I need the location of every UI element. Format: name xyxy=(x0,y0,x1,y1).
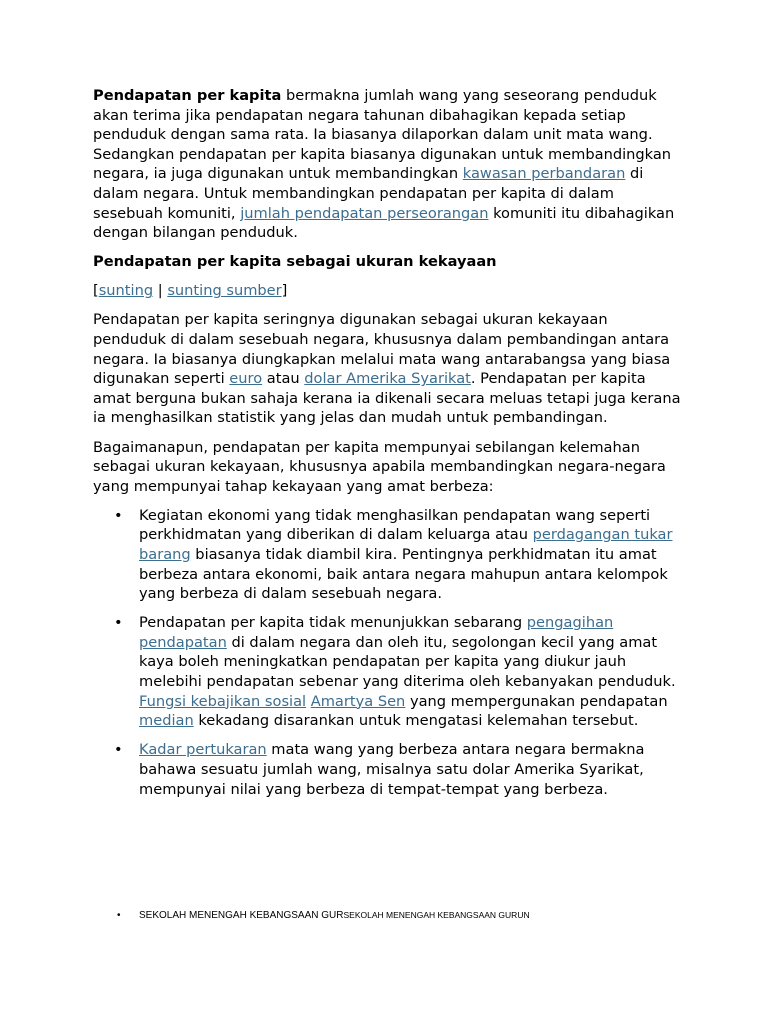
intro-text-3: komuniti itu dibahagikan dengan bilangan penduduk. xyxy=(93,204,675,242)
para2-text-2: atau xyxy=(262,370,305,388)
b2-text-1: Pendapatan per kapita tidak menunjukkan sebarang xyxy=(139,614,527,632)
edit-separator: | xyxy=(153,282,168,300)
footer-school-name-small: SEKOLAH MENENGAH KEBANGSAAN GURUN xyxy=(343,910,530,920)
edit-links xyxy=(93,281,683,301)
list-item xyxy=(139,613,683,731)
link-median[interactable]: median xyxy=(139,712,194,730)
footer-school-line xyxy=(117,908,530,923)
article-body xyxy=(93,86,683,809)
list-item xyxy=(139,506,683,604)
b2-text-2: di dalam negara dan oleh itu, segolongan kecil yang amat kaya boleh meningkatkan pendapatan per kapita yang diukur jauh melebihi pendapatan sebenar yang diterima oleh kebanyakan penduduk. xyxy=(139,633,676,691)
section-heading: Pendapatan per kapita sebagai ukuran kekayaan xyxy=(93,253,497,271)
link-euro[interactable]: euro xyxy=(229,370,263,388)
edit-bracket-open: [ xyxy=(93,282,99,300)
link-kadar-pertukaran[interactable]: Kadar pertukaran xyxy=(139,741,267,759)
paragraph-3: Bagaimanapun, pendapatan per kapita mempunyai sebilangan kelemahan sebagai ukuran kekayaan, khususnya apabila membandingkan negara-negara yang mempunyai tahap kekayaan yang amat berbeza: xyxy=(93,438,666,495)
weakness-list xyxy=(93,506,683,799)
b3-text-1: mata wang yang berbeza antara negara bermakna bahawa sesuatu jumlah wang, misalnya satu dolar Amerika Syarikat, mempunyai nilai yang berbeza di tempat-tempat yang berbeza. xyxy=(139,741,645,798)
link-kawasan-perbandaran[interactable]: kawasan perbandaran xyxy=(462,165,626,183)
footer-bullet: • xyxy=(117,910,121,921)
edit-source-link[interactable]: sunting sumber xyxy=(167,282,282,300)
b1-text-2: biasanya tidak diambil kira. Pentingnya perkhidmatan itu amat berbeza antara ekonomi, baik antara negara mahupun antara kelompok yang berbeza di dalam sesebuah negara. xyxy=(139,545,668,603)
link-perdagangan-tukar-barang[interactable]: perdagangan tukar barang xyxy=(139,526,673,563)
intro-text-2: di dalam negara. Untuk membandingkan pendapatan per kapita di dalam sesebuah komuniti, xyxy=(93,165,644,222)
intro-text-1: bermakna jumlah wang yang seseorang penduduk akan terima jika pendapatan negara tahunan dibahagikan kepada setiap penduduk dengan sama rata. Ia biasanya dilaporkan dalam unit mata wang. Sedangkan pendapatan per kapita biasanya digunakan untuk membandingkan negara, ia juga digunakan untuk membandingkan xyxy=(93,87,672,183)
b2-text-5: kekadang disarankan untuk mengatasi kelemahan tersebut. xyxy=(193,712,639,730)
footer-school-name: SEKOLAH MENENGAH KEBANGSAAN GUR xyxy=(139,910,344,921)
para2-text-1: Pendapatan per kapita seringnya digunakan sebagai ukuran kekayaan penduduk di dalam sesebuah negara, khususnya dalam pembandingan antara negara. Ia biasanya diungkapkan melalui mata wang antarabangsa yang biasa digunakan seperti xyxy=(93,311,671,388)
b1-text-1: Kegiatan ekonomi yang tidak menghasilkan pendapatan wang seperti perkhidmatan yang diberikan di dalam keluarga atau xyxy=(139,506,651,544)
para2-text-3: . Pendapatan per kapita amat berguna bukan sahaja kerana ia dikenali secara meluas tetapi juga kerana ia menghasilkan statistik yang jelas dan mudah untuk pembandingan. xyxy=(93,370,681,427)
intro-term: Pendapatan per kapita xyxy=(93,87,282,104)
intro-paragraph xyxy=(93,86,683,243)
edit-link[interactable]: sunting xyxy=(98,282,154,300)
link-jumlah-pendapatan-perseorangan[interactable]: jumlah pendapatan perseorangan xyxy=(240,204,489,222)
link-pengagihan-pendapatan[interactable]: pengagihan pendapatan xyxy=(139,614,614,651)
link-fungsi-kebajikan-sosial[interactable]: Fungsi kebajikan sosial xyxy=(139,692,307,710)
edit-bracket-close: ] xyxy=(281,282,288,300)
link-amartya-sen[interactable]: Amartya Sen xyxy=(310,692,406,710)
list-item xyxy=(139,740,683,799)
b2-text-4: yang mempergunakan pendapatan xyxy=(405,692,668,710)
paragraph-2 xyxy=(93,310,683,428)
link-dolar-amerika-syarikat[interactable]: dolar Amerika Syarikat xyxy=(304,370,471,388)
